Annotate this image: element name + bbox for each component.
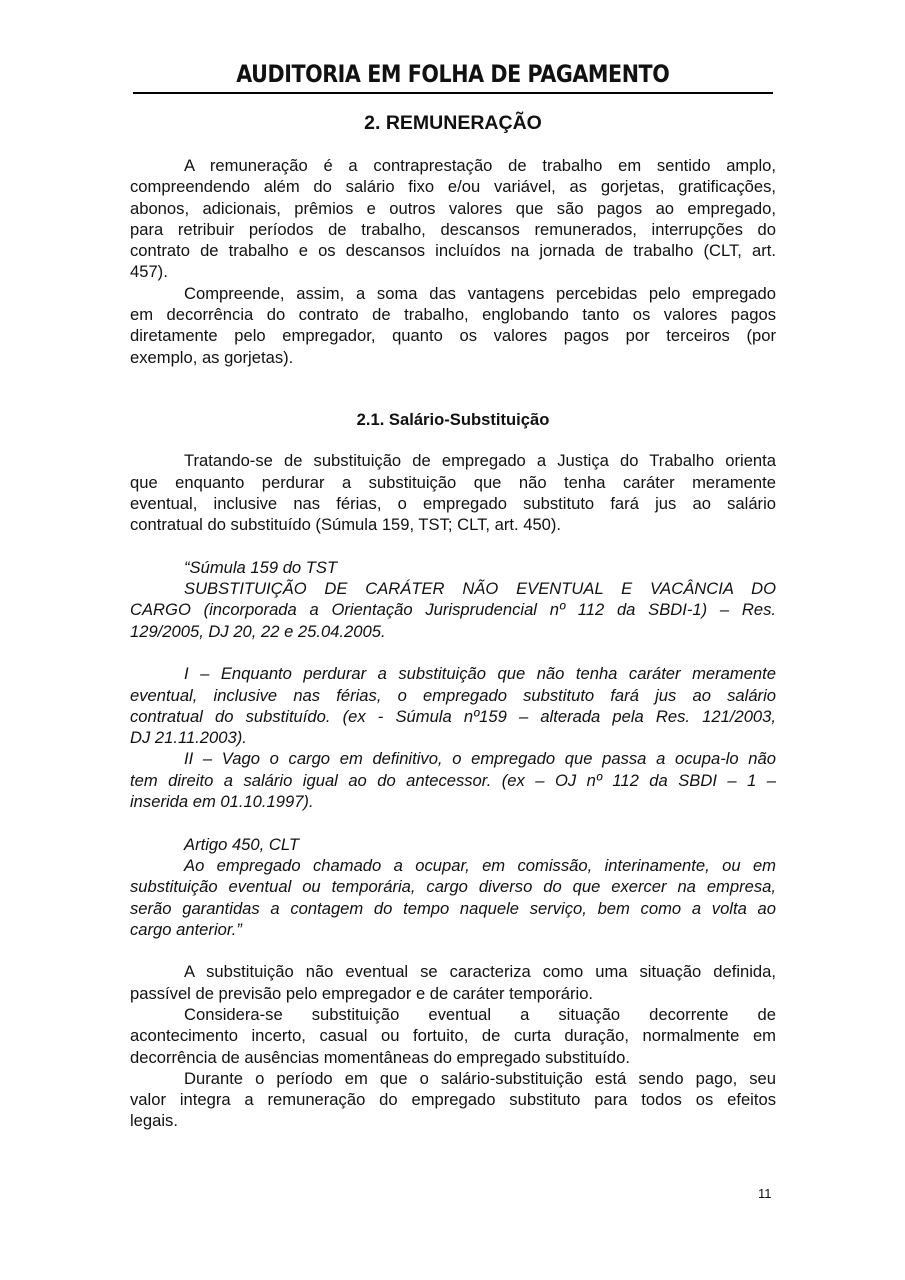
quote-sumula-159 [130,557,776,642]
running-header [133,58,773,94]
paragraph [130,283,776,368]
text-line: Ao empregado chamado a ocupar, em comissão, interinamente, ou em [184,855,776,875]
text-line: II – Vago o cargo em definitivo, o empregado que passa a ocupa-lo não [184,749,776,769]
text-line: eventual, inclusive nas férias, o empregado substituto fará jus ao salário [130,685,776,705]
text-line: valor integra a remuneração do empregado substituto para todos os efeitos [130,1090,776,1110]
page-number: 11 [758,1186,772,1201]
text-line: para retribuir períodos de trabalho, descansos remunerados, interrupções do [130,219,776,239]
text-line: contratual do substituído (Súmula 159, TST; CLT, art. 450). [130,515,562,535]
text-line: abonos, adicionais, prêmios e outros valores que são pagos ao empregado, [130,198,776,218]
text-line: Tratando-se de substituição de empregado a Justiça do Trabalho orienta [184,451,776,471]
text-line: exemplo, as gorjetas). [130,347,294,367]
text-line: legais. [130,1111,178,1131]
paragraph [130,1004,776,1068]
text-line: Artigo 450, CLT [184,834,299,854]
text-line: 457). [130,262,168,282]
text-line: Considera-se substituição eventual a situação decorrente de [184,1004,776,1024]
document-body [130,155,776,1132]
quote-item-i [130,663,776,748]
text-line: DJ 21.11.2003). [130,728,247,748]
quote-artigo-450 [130,834,776,940]
text-line: inserida em 01.10.1997). [130,792,314,812]
text-line: que enquanto perdurar a substituição que não tenha caráter meramente [130,472,776,492]
text-line: diretamente pelo empregador, quanto os valores pagos por terceiros (por [130,326,776,346]
text-line: passível de previsão pelo empregador e de caráter temporário. [130,983,594,1003]
text-line: tem direito a salário igual ao do antecessor. (ex – OJ nº 112 da SBDI – 1 – [130,770,776,790]
text-line: acontecimento incerto, casual ou fortuito, de curta duração, normalmente em [130,1026,776,1046]
text-line: A remuneração é a contraprestação de trabalho em sentido amplo, [184,156,776,175]
text-line: contratual do substituído. (ex - Súmula nº159 – alterada pela Res. 121/2003, [130,706,776,726]
text-line: “Súmula 159 do TST [184,557,338,577]
paragraph [130,155,776,283]
text-line: serão garantidas a contagem do tempo naquele serviço, bem como a volta ao [130,898,776,918]
text-line: cargo anterior.” [130,919,242,939]
text-line: substituição eventual ou temporária, cargo diverso do que exercer na empresa, [130,877,776,897]
text-line: eventual, inclusive nas férias, o empregado substituto fará jus ao salário [130,493,776,513]
section-title: 2. REMUNERAÇÃO [364,112,542,134]
text-line: SUBSTITUIÇÃO DE CARÁTER NÃO EVENTUAL E VACÂNCIA DO [184,579,776,599]
text-line: em decorrência do contrato de trabalho, englobando tanto os valores pagos [130,305,776,325]
text-line: decorrência de ausências momentâneas do empregado substituído. [130,1047,630,1067]
text-line: Compreende, assim, a soma das vantagens percebidas pelo empregado [184,283,776,303]
paragraph [130,1068,776,1132]
paragraph [130,961,776,1004]
paragraph [130,450,776,535]
header-title: AUDITORIA EM FOLHA DE PAGAMENTO [236,60,670,88]
text-line: Durante o período em que o salário-substituição está sendo pago, seu [184,1068,776,1088]
text-line: compreendendo além do salário fixo e/ou variável, as gorjetas, gratificações, [130,177,776,197]
subsection-title: 2.1. Salário-Substituição [356,409,550,429]
text-line: contrato de trabalho e os descansos incluídos na jornada de trabalho (CLT, art. [130,241,776,261]
text-line: I – Enquanto perdurar a substituição que não tenha caráter meramente [184,664,776,684]
text-line: A substituição não eventual se caracteriza como uma situação definida, [184,962,776,982]
quote-item-ii [130,748,776,812]
text-line: CARGO (incorporada a Orientação Jurisprudencial nº 112 da SBDI-1) – Res. [130,600,776,620]
text-line: 129/2005, DJ 20, 22 e 25.04.2005. [130,621,386,641]
